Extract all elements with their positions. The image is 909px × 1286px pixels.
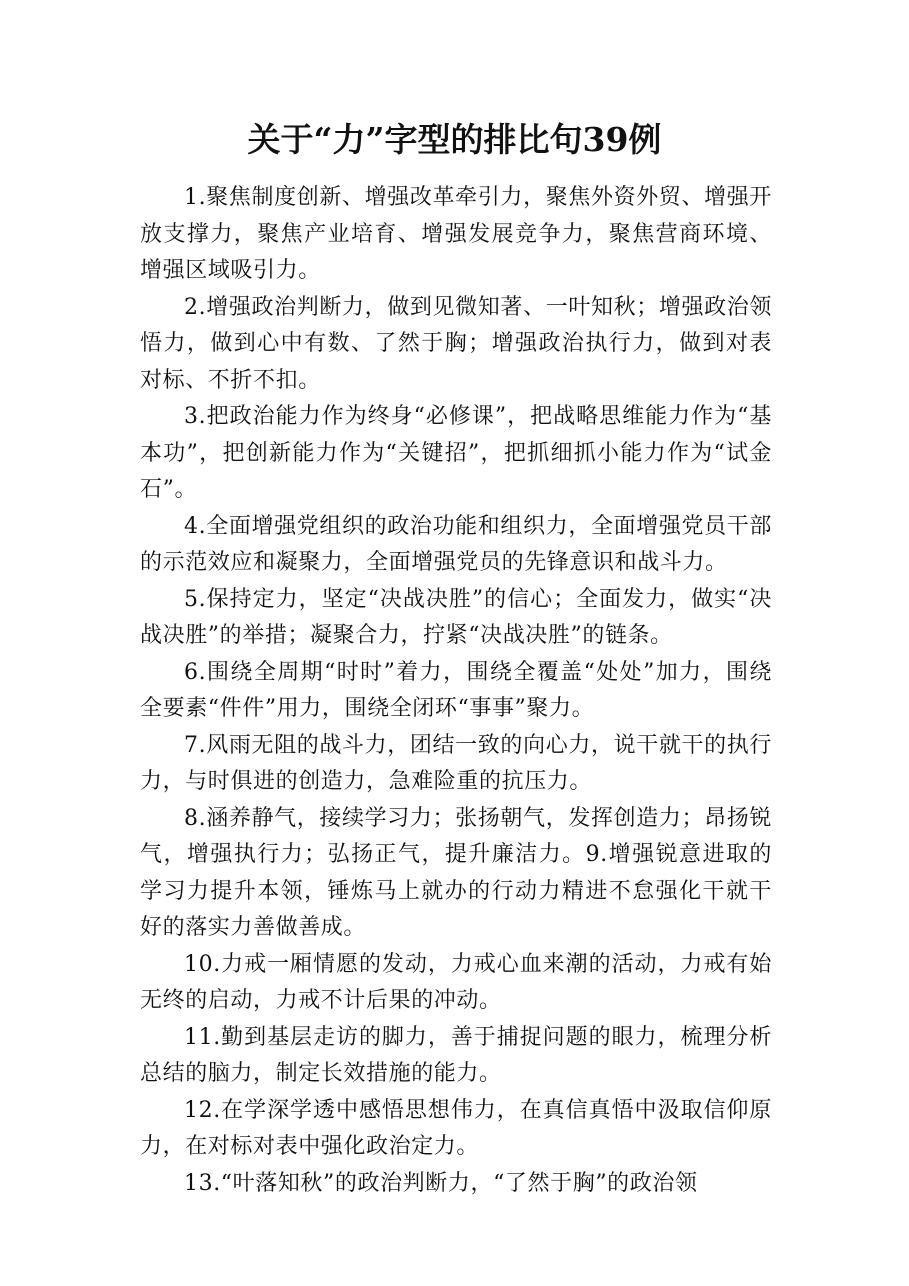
paragraph-1: 1.聚焦制度创新、增强改革牵引力，聚焦外资外贸、增强开放支撑力，聚焦产业培育、增强发展竞争力，聚焦营商环境、增强区域吸引力。 bbox=[140, 185, 772, 283]
paragraph-13: 13.“叶落知秋”的政治判断力，“了然于胸”的政治领 bbox=[184, 1170, 698, 1196]
paragraph-3: 3.把政治能力作为终身“必修课”，把战略思维能力作为“基本功”，把创新能力作为“关键招”，把抓细抓小能力作为“试金石”。 bbox=[140, 404, 772, 502]
paragraph-5: 5.保持定力，坚定“决战决胜”的信心；全面发力，做实“决战决胜”的举措；凝聚合力，拧紧“决战决胜”的链条。 bbox=[140, 586, 772, 648]
paragraph-7: 7.风雨无阻的战斗力，团结一致的向心力，说干就干的执行力，与时俱进的创造力，急难险重的抗压力。 bbox=[140, 732, 772, 794]
document-title: 关于“力”字型的排比句39例 bbox=[247, 120, 662, 159]
paragraph-6: 6.围绕全周期“时时”着力，围绕全覆盖“处处”加力，围绕全要素“件件”用力，围绕全闭环“事事”聚力。 bbox=[140, 659, 772, 721]
paragraph-11: 11.勤到基层走访的脚力，善于捕捉问题的眼力，梳理分析总结的脑力，制定长效措施的能力。 bbox=[140, 1024, 772, 1086]
paragraph-4: 4.全面增强党组织的政治功能和组织力，全面增强党员干部的示范效应和凝聚力，全面增强党员的先锋意识和战斗力。 bbox=[140, 513, 772, 575]
paragraph-10: 10.力戒一厢情愿的发动，力戒心血来潮的活动，力戒有始无终的启动，力戒不计后果的冲动。 bbox=[140, 951, 772, 1013]
paragraph-2: 2.增强政治判断力，做到见微知著、一叶知秋；增强政治领悟力，做到心中有数、了然于胸；增强政治执行力，做到对表对标、不折不扣。 bbox=[140, 294, 772, 393]
document-body bbox=[140, 180, 772, 1202]
paragraph-12: 12.在学深学透中感悟思想伟力，在真信真悟中汲取信仰原力，在对标对表中强化政治定力。 bbox=[140, 1097, 772, 1159]
paragraph-8: 8.涵养静气，接续学习力；张扬朝气，发挥创造力；昂扬锐气，增强执行力；弘扬正气，提升廉洁力。9.增强锐意进取的学习力提升本领，锤炼马上就办的行动力精进不怠强化干就干好的落实力善做善成。 bbox=[140, 805, 772, 940]
